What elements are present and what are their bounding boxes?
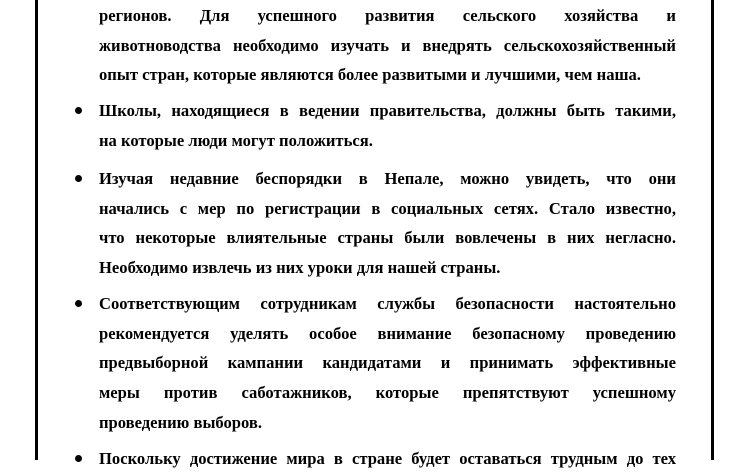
text-line: Поскольку достижение мира в стране будет оставаться трудным до тех xyxy=(99,449,676,468)
text-line: регионов. Для успешного развития сельского хозяйства и xyxy=(99,6,676,25)
text-line: Соответствующим сотрудникам службы безопасности настоятельно xyxy=(99,294,676,313)
text-line: опыт стран, которые являются более развитыми и лучшими, чем наша. xyxy=(99,65,641,85)
bullet-paragraph-nepal xyxy=(99,164,676,283)
text-line: Изучая недавние беспорядки в Непале, можно увидеть, что они xyxy=(99,169,676,188)
text-line: рекомендуется уделять особое внимание безопасному проведению xyxy=(99,323,676,343)
text-line: на которые люди могут положиться. xyxy=(99,130,373,150)
bullet-icon xyxy=(75,175,82,182)
bullet-paragraph-peace xyxy=(99,444,676,474)
text-line: животноводства необходимо изучать и внедрять сельскохозяйственный xyxy=(99,35,676,55)
text-line: начались с мер по регистрации в социальных сетях. Стало известно, xyxy=(99,198,676,218)
text-line: Школы, находящиеся в ведении правительства, должны быть такими, xyxy=(99,101,676,120)
paragraph-continuation xyxy=(99,1,676,90)
bullet-icon xyxy=(75,455,82,462)
bullet-paragraph-security xyxy=(99,289,676,438)
text-line: предвыборной кампании кандидатами и принимать эффективные xyxy=(99,353,676,373)
text-line: проведению выборов. xyxy=(99,412,263,432)
bullet-icon xyxy=(75,300,82,307)
text-line: что некоторые влиятельные страны были вовлечены в них негласно. xyxy=(99,228,676,248)
text-line: меры против саботажников, которые препятствуют успешному xyxy=(99,383,676,403)
text-line: Необходимо извлечь из них уроки для нашей страны. xyxy=(99,258,501,278)
bullet-paragraph-schools xyxy=(99,96,676,155)
bullet-icon xyxy=(75,107,82,114)
